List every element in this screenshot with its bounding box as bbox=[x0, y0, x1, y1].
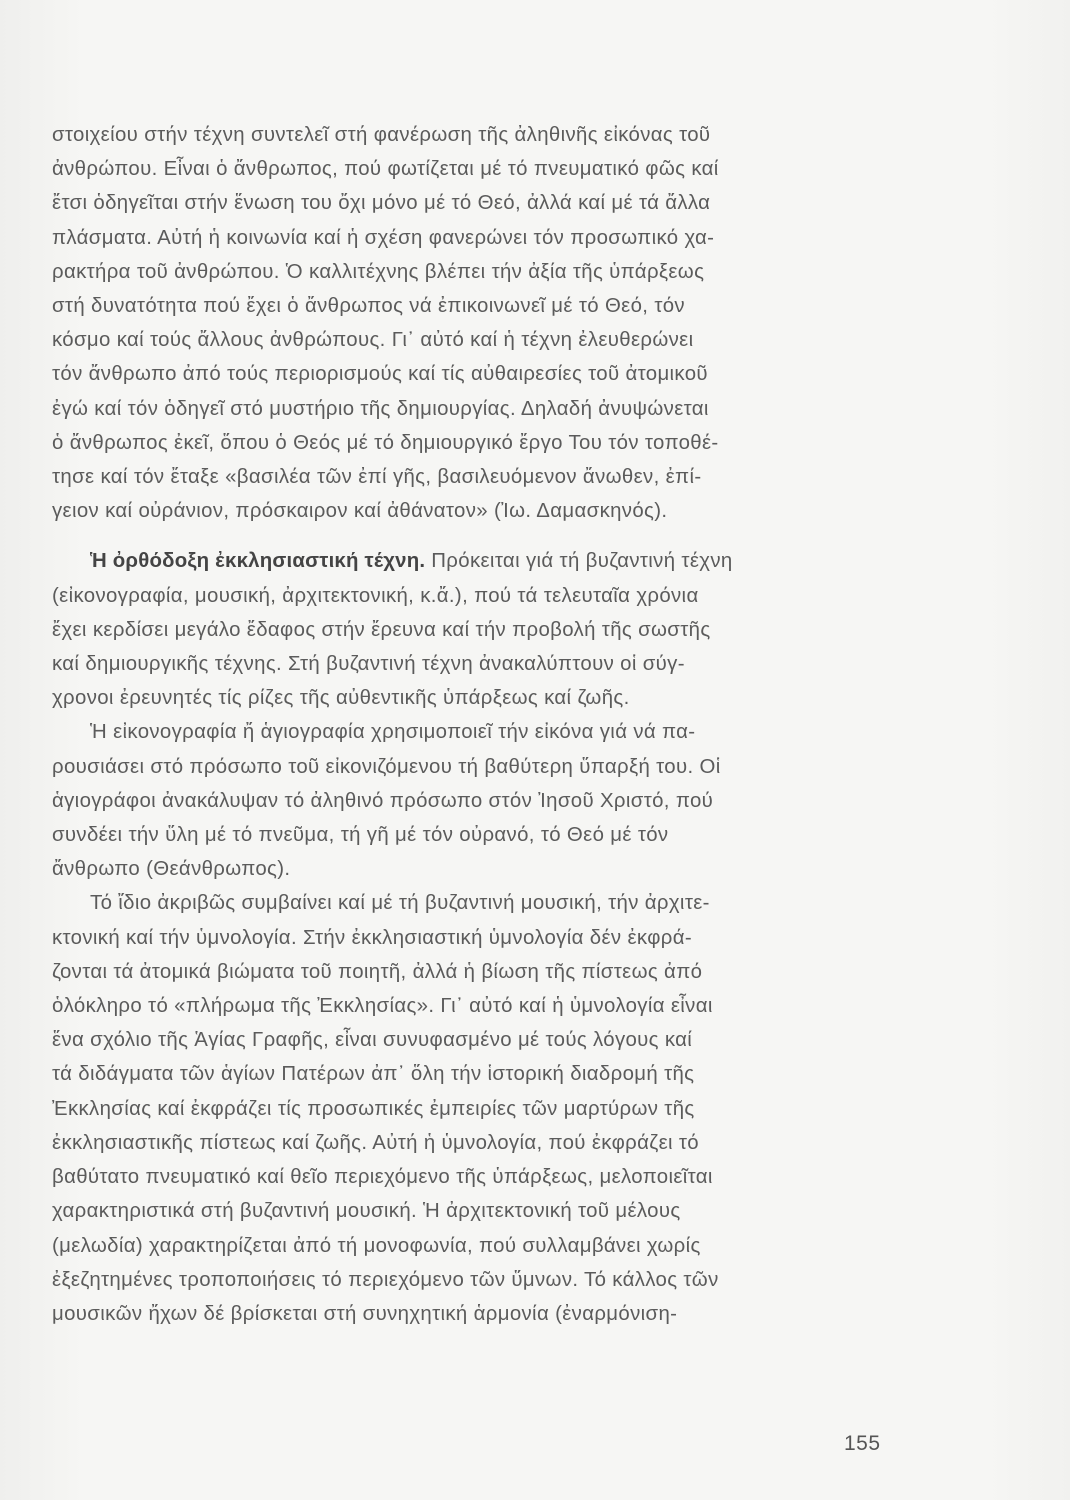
text-line: Ἐκκλησίας καί ἐκφράζει τίς προσωπικές ἐμπειρίες τῶν μαρτύρων τῆς bbox=[52, 1097, 695, 1120]
text-line: ὁλόκληρο τό «πλήρωμα τῆς Ἐκκλησίας». Γι᾿ αὐτό καί ἡ ὑμνολογία εἶναι bbox=[52, 995, 713, 1018]
text-line: καί δημιουργικῆς τέχνης. Στή βυζαντινή τέχνη ἀνακαλύπτουν οἱ σύγ- bbox=[52, 653, 685, 676]
text-line: τά διδάγματα τῶν ἁγίων Πατέρων ἀπ᾿ ὅλη τήν ἱστορική διαδρομή τῆς bbox=[52, 1063, 695, 1086]
text-line: ρουσιάσει στό πρόσωπο τοῦ εἰκονιζόμενου τή βαθύτερη ὕπαρξή του. Οἱ bbox=[52, 755, 721, 778]
text-line: ἕνα σχόλιο τῆς Ἁγίας Γραφῆς, εἶναι συνυφασμένο μέ τούς λόγους καί bbox=[52, 1029, 693, 1052]
text-line: (εἰκονογραφία, μουσική, ἀρχιτεκτονική, κ.ἄ.), πού τά τελευταῖα χρόνια bbox=[52, 584, 699, 607]
text-line: ρακτήρα τοῦ ἀνθρώπου. Ὁ καλλιτέχνης βλέπει τήν ἀξία τῆς ὑπάρξεως bbox=[52, 260, 705, 283]
text-line: συνδέει τήν ὕλη μέ τό πνεῦμα, τή γῆ μέ τόν οὐρανό, τό Θεό μέ τόν bbox=[52, 824, 669, 847]
text-line: ἔτσι ὁδηγεῖται στήν ἕνωση του ὄχι μόνο μέ τό Θεό, ἀλλά καί μέ τά ἄλλα bbox=[52, 192, 711, 215]
body-text bbox=[52, 118, 892, 1331]
text-line bbox=[52, 544, 892, 578]
paragraph-1 bbox=[52, 118, 892, 528]
paragraph-gap bbox=[52, 528, 892, 544]
paragraph-2 bbox=[52, 544, 892, 715]
text-line: Τό ἴδιο ἀκριβῶς συμβαίνει καί μέ τή βυζαντινή μουσική, τήν ἀρχιτε- bbox=[90, 892, 710, 915]
text-line: τόν ἄνθρωπο ἀπό τούς περιορισμούς καί τίς αὐθαιρεσίες τοῦ ἀτομικοῦ bbox=[52, 363, 708, 386]
text-line: πλάσματα. Αὐτή ἡ κοινωνία καί ἡ σχέση φανερώνει τόν προσωπικό χα- bbox=[52, 226, 715, 249]
text-line: κόσμο καί τούς ἄλλους ἀνθρώπους. Γι᾿ αὐτό καί ἡ τέχνη ἐλευθερώνει bbox=[52, 329, 694, 352]
page-number: 155 bbox=[844, 1432, 881, 1455]
text-line: ἄνθρωπο (Θεάνθρωπος). bbox=[52, 858, 291, 881]
text-line: ἐκκλησιαστικῆς πίστεως καί ζωῆς. Αὐτή ἡ ὑμνολογία, πού ἐκφράζει τό bbox=[52, 1131, 699, 1154]
paragraph-4 bbox=[52, 886, 892, 1331]
text-line: χαρακτηριστικά στή βυζαντινή μουσική. Ἡ ἀρχιτεκτονική τοῦ μέλους bbox=[52, 1200, 681, 1223]
text-line: στή δυνατότητα πού ἔχει ὁ ἄνθρωπος νά ἐπικοινωνεῖ μέ τό Θεό, τόν bbox=[52, 295, 685, 318]
text-line: γειον καί οὐράνιον, πρόσκαιρον καί ἀθάνατον» (Ἰω. Δαμασκηνός). bbox=[52, 500, 668, 523]
paragraph-3 bbox=[52, 715, 892, 886]
text-line: ἁγιογράφοι ἀνακάλυψαν τό ἀληθινό πρόσωπο στόν Ἰησοῦ Χριστό, πού bbox=[52, 789, 714, 812]
text-line: Ἡ εἰκονογραφία ἤ ἁγιογραφία χρησιμοποιεῖ τήν εἰκόνα γιά νά πα- bbox=[90, 721, 696, 744]
text-line: ὁ ἄνθρωπος ἐκεῖ, ὅπου ὁ Θεός μέ τό δημιουργικό ἔργο Του τόν τοποθέ- bbox=[52, 431, 719, 454]
text-line: ἀνθρώπου. Εἶναι ὁ ἄνθρωπος, πού φωτίζεται μέ τό πνευματικό φῶς καί bbox=[52, 158, 719, 181]
text-line: ζονται τά ἀτομικά βιώματα τοῦ ποιητῆ, ἀλλά ἡ βίωση τῆς πίστεως ἀπό bbox=[52, 960, 703, 983]
text-line: ἐγώ καί τόν ὁδηγεῖ στό μυστήριο τῆς δημιουργίας. Δηλαδή ἀνυψώνεται bbox=[52, 397, 709, 420]
text-line: τησε καί τόν ἔταξε «βασιλέα τῶν ἐπί γῆς, βασιλευόμενον ἄνωθεν, ἐπί- bbox=[52, 466, 702, 489]
text-line: μουσικῶν ἤχων δέ βρίσκεται στή συνηχητική ἁρμονία (ἐναρμόνιση- bbox=[52, 1302, 678, 1325]
text-line: ἐξεζητημένες τροποποιήσεις τό περιεχόμενο τῶν ὕμνων. Τό κάλλος τῶν bbox=[52, 1268, 719, 1291]
text-line: χρονοι ἐρευνητές τίς ρίζες τῆς αὐθεντικῆς ὑπάρξεως καί ζωῆς. bbox=[52, 687, 630, 710]
text-line: στοιχείου στήν τέχνη συντελεῖ στή φανέρωση τῆς ἀληθινῆς εἰκόνας τοῦ bbox=[52, 124, 711, 146]
text-line: (μελωδία) χαρακτηρίζεται ἀπό τή μονοφωνία, πού συλλαμβάνει χωρίς bbox=[52, 1234, 701, 1257]
text-line: βαθύτατο πνευματικό καί θεῖο περιεχόμενο τῆς ὑπάρξεως, μελοποιεῖται bbox=[52, 1166, 713, 1189]
section-heading: Ἡ ὀρθόδοξη ἐκκλησιαστική τέχνη. bbox=[90, 550, 426, 573]
text-line: κτονική καί τήν ὑμνολογία. Στήν ἐκκλησιαστική ὑμνολογία δέν ἐκφρά- bbox=[52, 926, 692, 949]
text-line: ἔχει κερδίσει μεγάλο ἔδαφος στήν ἔρευνα καί τήν προβολή τῆς σωστῆς bbox=[52, 618, 711, 641]
heading-line-rest: Πρόκειται γιά τή βυζαντινή τέχνη bbox=[425, 550, 733, 573]
